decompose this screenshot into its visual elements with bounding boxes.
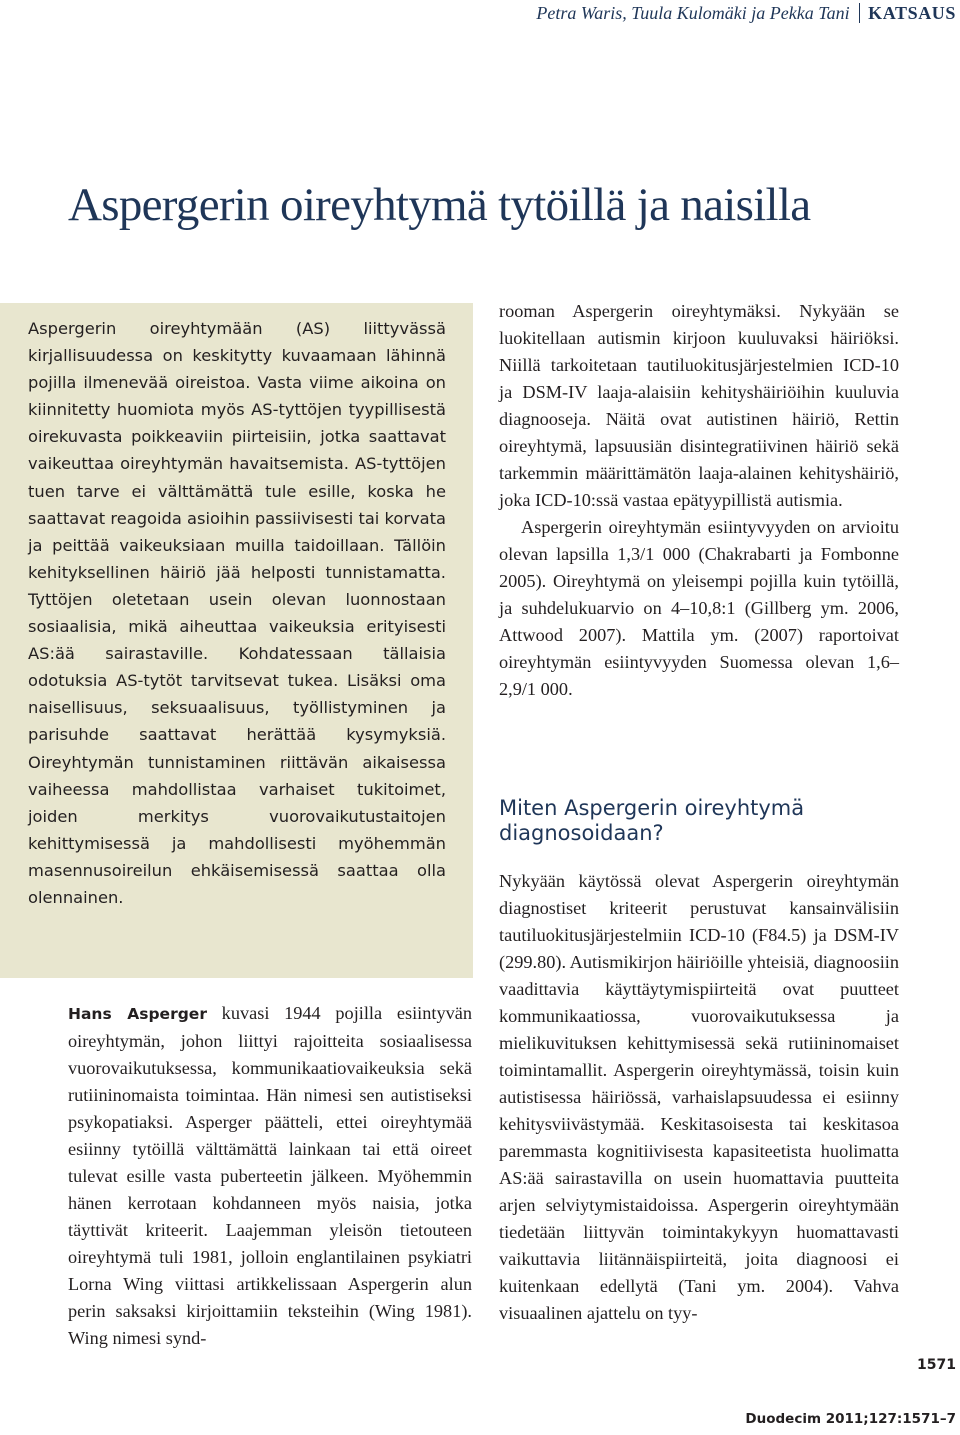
right-column-top [499,298,899,703]
running-header [536,2,956,24]
page-number: 1571 [917,1357,956,1373]
journal-footer: Duodecim 2011;127:1571–7 [745,1411,956,1427]
right-paragraph-1: rooman Aspergerin oireyhtymäksi. Nykyään se luokitellaan autismin kirjoon kuuluvaksi häiriöksi. Niillä tarkoitetaan tautiluokitusjärjestelmien ICD-10 ja DSM-IV laaja-alaisiin kehityshäiriöihin kuuluvia diagnooseja. Näitä ovat autistinen häiriö, Rettin oireyhtymä, lapsuusiän disintegratiivinen häiriö sekä tarkemmin määrittämätön laaja-alainen kehityshäiriö, joka ICD-10:ssä vastaa epätyypillistä autismia. [499,301,899,510]
section-subheading: Miten Aspergerin oireyhtymä diagnosoidaan? [499,796,805,845]
article-title: Aspergerin oireyhtymä tytöillä ja naisilla [68,179,811,231]
left-column-text: kuvasi 1944 pojilla esiintyvän oireyhtymän, johon liittyi rajoitteita sosiaalisessa vuorovaikutuksessa, kommunikaatiovaikeuksia sekä rutiininomaista toimintaa. Hän nimesi sen autistiseksi psykopatiaksi. Asperger päätteli, ettei oireyhtymää esiinny tytöillä välttämättä lainkaan tai että oireet tulevat esille vasta puberteetin jälkeen. Myöhemmin hänen kerrotaan kohdanneen myös naisia, jotka täyttivät kriteerit. Laajemman yleisön tietouteen oireyhtymä tuli 1981, jolloin englantilainen psykiatri Lorna Wing viittasi artikkelissaan Aspergerin alun perin saksaksi kirjoittamiin teksteihin (Wing 1981). Wing nimesi synd- [68,1003,472,1348]
abstract-text: Aspergerin oireyhtymään (AS) liittyvässä kirjallisuudessa on keskitytty kuvaamaan lähinnä pojilla ilmenevää oireistoa. Vasta viime aikoina on kiinnitetty huomiota myös AS-tyttöjen tyypillisestä oirekuvasta poikkeaviin piirteisiin, jotka saattavat vaikeuttaa oireyhtymän havaitsemista. AS-tyttöjen tuen tarve ei välttämättä tule esille, koska he saattavat reagoida asioihin passiivisesti tai korvata ja peittää vaikeuksiaan muilla taidoillaan. Tällöin kehityksellinen häiriö jää helposti tunnistamatta. Tyttöjen oletetaan usein olevan luonnostaan sosiaalisia, mikä aiheuttaa vaikeuksia erityisesti AS:ää sairastaville. Kohdatessaan tällaisia odotuksia AS-tytöt tarvitsevat tukea. Lisäksi oma naisellisuus, seksuaalisuus, työllistyminen ja parisuhde saattavat herättää kysymyksiä. Oireyhtymän tunnistaminen riittävän aikaisessa vaiheessa mahdollistaa varhaiset tukitoimet, joiden merkitys vuorovaikutustaitojen kehittymisessä ja mahdollisesti myöhemmän masennusoireilun ehkäisemisessä saattaa olla olennainen. [28,319,446,907]
header-separator [859,3,861,23]
left-column-body [68,1000,472,1352]
right-paragraph-3: Nykyään käytössä olevat Aspergerin oireyhtymän diagnostiset kriteerit perustuvat kansainvälisiin tautiluokitusjärjestelmiin ICD-10 (F84.5) ja DSM-IV (299.80). Autismikirjon häiriöille yhteisiä, diagnoosiin vaadittavia käyttäytymispiirteitä ovat puutteet kommunikaatiossa, vuorovaikutuksessa ja mielikuvituksen kehittymisessä sekä rutiininomaiset toimintamallit. Aspergerin oireyhtymässä, toisin kuin autistisessa häiriössä, varhaislapsuudessa ei esiinny kehitysviivästymää. Keskitasoisesta tai keskitasoa paremmasta kognitiivisesta kapasiteetista huolimatta AS:ää sairastavilla on usein huomattavia puutteita arjen selviytymistaidoissa. Aspergerin oireyhtymään tiedetään liittyvän toimintakykyyn huomattavasti vaikuttavia liitännäispiirteitä, joita diagnoosi ei kuitenkaan edellytä (Tani ym. 2004). Vahva visuaalinen ajattelu on tyy- [499,871,899,1323]
header-section-label: KATSAUS [868,2,956,23]
lead-name: Hans Asperger [68,1005,207,1023]
right-column-bottom [499,868,899,1327]
right-paragraph-2: Aspergerin oireyhtymän esiintyvyyden on arvioitu olevan lapsilla 1,3/1 000 (Chakrabarti ja Fombonne 2005). Oireyhtymä on yleisempi pojilla kuin tytöillä, ja suhdelukuarvio on 4–10,8:1 (Gillberg ym. 2006, Attwood 2007). Mattila ym. (2007) raportoivat oireyhtymän esiintyvyyden Suomessa olevan 1,6–2,9/1 000. [499,517,899,699]
header-authors: Petra Waris, Tuula Kulomäki ja Pekka Tani [536,2,850,23]
